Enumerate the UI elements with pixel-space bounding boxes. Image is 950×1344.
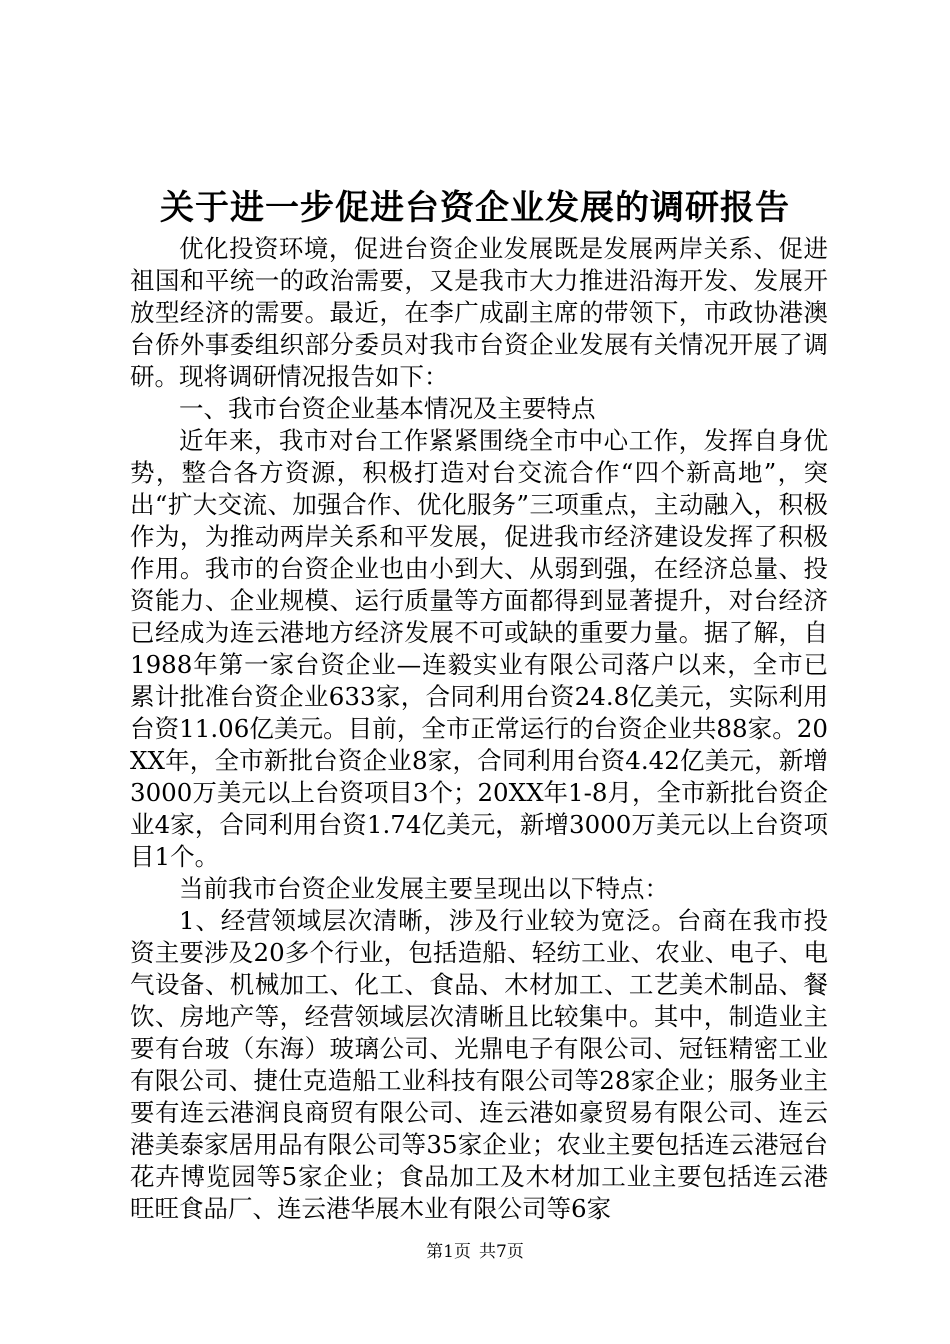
document-body [130, 233, 828, 1225]
page-number: 第1页 [426, 1242, 471, 1262]
paragraph-overview: 近年来，我市对台工作紧紧围绕全市中心工作，发挥自身优势，整合各方资源，积极打造对台交流合作“四个新高地”，突出“扩大交流、加强合作、优化服务”三项重点，主动融入，积极作为，为推动两岸关系和平发展，促进我市经济建设发挥了积极作用。我市的台资企业也由小到大、从弱到强，在经济总量、投资能力、企业规模、运行质量等方面都得到显著提升，对台经济已经成为连云港地方经济发展不可或缺的重要力量。据了解，自1988年第一家台资企业—连毅实业有限公司落户以来，全市已累计批准台资企业633家，合同利用台资24.8亿美元，实际利用台资11.06亿美元。目前，全市正常运行的台资企业共88家。20XX年，全市新批台资企业8家，合同利用台资4.42亿美元，新增3000万美元以上台资项目3个；20XX年1-8月，全市新批台资企业4家，合同利用台资1.74亿美元，新增3000万美元以上台资项目1个。 [130, 426, 828, 871]
paragraph-intro: 优化投资环境，促进台资企业发展既是发展两岸关系、促进祖国和平统一的政治需要，又是我市大力推进沿海开发、发展开放型经济的需要。最近，在李广成副主席的带领下，市政协港澳台侨外事委组织部分委员对我市台资企业发展有关情况开展了调研。现将调研情况报告如下： [130, 234, 828, 391]
document-title: 关于进一步促进台资企业发展的调研报告 [160, 188, 790, 228]
section-heading-1: 一、我市台资企业基本情况及主要特点 [179, 394, 596, 423]
paragraph-feature-1: 1、经营领域层次清晰，涉及行业较为宽泛。台商在我市投资主要涉及20多个行业，包括造船、轻纺工业、农业、电子、电气设备、机械加工、化工、食品、木材加工、工艺美术制品、餐饮、房地产等，经营领域层次清晰且比较集中。其中，制造业主要有台玻（东海）玻璃公司、光鼎电子有限公司、冠钰精密工业有限公司、捷仕克造船工业科技有限公司等28家企业；服务业主要有连云港润良商贸有限公司、连云港如豪贸易有限公司、连云港美泰家居用品有限公司等35家企业；农业主要包括连云港冠台花卉博览园等5家企业；食品加工及木材加工业主要包括连云港旺旺食品厂、连云港华展木业有限公司等6家 [130, 906, 828, 1223]
page-footer [0, 1240, 950, 1264]
paragraph-features-intro: 当前我市台资企业发展主要呈现出以下特点： [179, 874, 669, 903]
page-total: 共7页 [479, 1242, 524, 1262]
